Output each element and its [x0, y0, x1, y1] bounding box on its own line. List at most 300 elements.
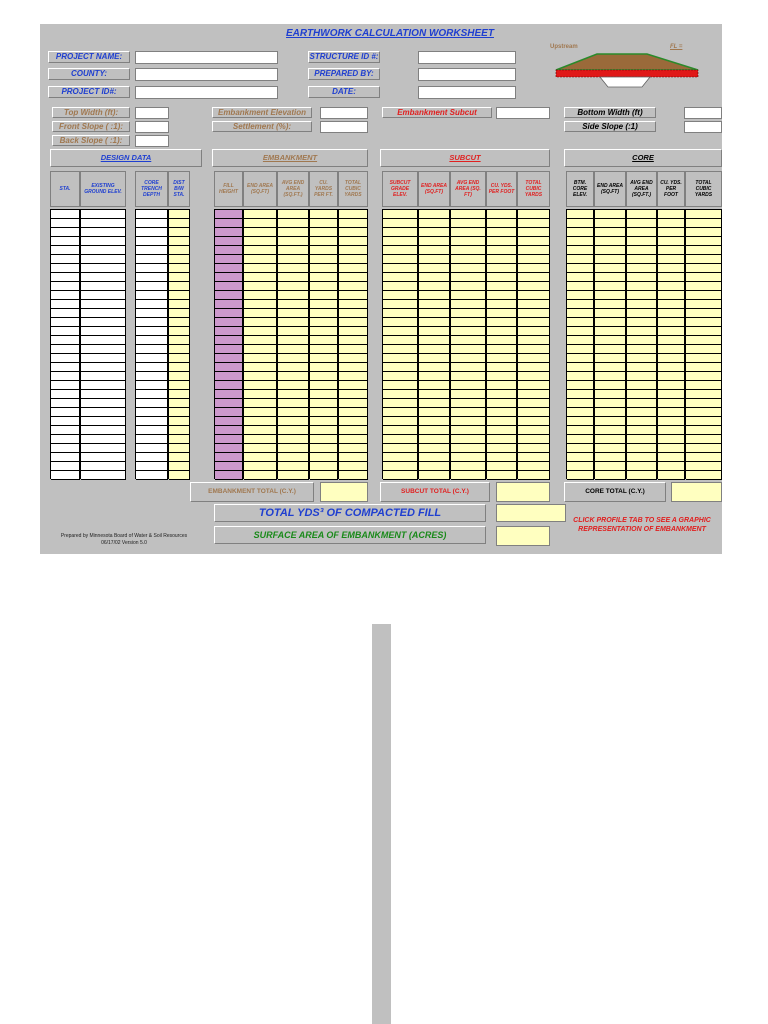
grid-cell[interactable] — [51, 327, 80, 336]
grid-cell[interactable] — [136, 300, 168, 309]
grid-cell[interactable] — [51, 228, 80, 237]
grid-cell[interactable] — [136, 354, 168, 363]
grid-cell[interactable] — [51, 255, 80, 264]
grid-cell[interactable] — [595, 408, 626, 417]
grid-cell[interactable] — [686, 264, 722, 273]
grid-cell[interactable] — [310, 417, 338, 426]
grid-cell[interactable] — [169, 255, 190, 264]
grid-cell[interactable] — [244, 408, 277, 417]
grid-cell[interactable] — [136, 399, 168, 408]
grid-cell[interactable] — [310, 453, 338, 462]
grid-cell[interactable] — [518, 336, 550, 345]
grid-cell[interactable] — [310, 300, 338, 309]
grid-cell[interactable] — [215, 228, 243, 237]
grid-cell[interactable] — [686, 291, 722, 300]
grid-cell[interactable] — [419, 363, 450, 372]
grid-cell[interactable] — [567, 435, 594, 444]
grid-cell[interactable] — [518, 354, 550, 363]
grid-cell[interactable] — [81, 354, 126, 363]
grid-cell[interactable] — [627, 381, 657, 390]
grid-cell[interactable] — [518, 255, 550, 264]
grid-cell[interactable] — [310, 327, 338, 336]
grid-cell[interactable] — [686, 381, 722, 390]
grid-cell[interactable] — [595, 282, 626, 291]
grid-cell[interactable] — [487, 336, 517, 345]
grid-cell[interactable] — [487, 210, 517, 219]
grid-cell[interactable] — [244, 336, 277, 345]
grid-cell[interactable] — [383, 453, 418, 462]
grid-cell[interactable] — [339, 372, 368, 381]
grid-cell[interactable] — [81, 246, 126, 255]
grid-cell[interactable] — [136, 255, 168, 264]
grid-cell[interactable] — [215, 210, 243, 219]
grid-cell[interactable] — [81, 255, 126, 264]
grid-cell[interactable] — [419, 390, 450, 399]
grid-cell[interactable] — [686, 246, 722, 255]
grid-cell[interactable] — [567, 462, 594, 471]
grid-cell[interactable] — [595, 354, 626, 363]
grid-cell[interactable] — [595, 372, 626, 381]
grid-cell[interactable] — [278, 228, 309, 237]
grid-cell[interactable] — [339, 255, 368, 264]
grid-cell[interactable] — [451, 444, 486, 453]
grid-cell[interactable] — [419, 291, 450, 300]
settlement-field[interactable] — [320, 121, 368, 133]
grid-cell[interactable] — [518, 318, 550, 327]
grid-cell[interactable] — [339, 363, 368, 372]
grid-cell[interactable] — [627, 417, 657, 426]
grid-cell[interactable] — [419, 399, 450, 408]
grid-cell[interactable] — [215, 282, 243, 291]
grid-cell[interactable] — [567, 381, 594, 390]
grid-cell[interactable] — [136, 219, 168, 228]
grid-cell[interactable] — [310, 408, 338, 417]
grid-cell[interactable] — [169, 462, 190, 471]
grid-cell[interactable] — [451, 354, 486, 363]
grid-cell[interactable] — [658, 219, 685, 228]
grid-cell[interactable] — [419, 318, 450, 327]
grid-cell[interactable] — [136, 390, 168, 399]
grid-cell[interactable] — [658, 282, 685, 291]
grid-cell[interactable] — [169, 246, 190, 255]
grid-cell[interactable] — [169, 345, 190, 354]
grid-cell[interactable] — [686, 417, 722, 426]
grid-cell[interactable] — [518, 345, 550, 354]
grid-cell[interactable] — [567, 336, 594, 345]
grid-cell[interactable] — [51, 435, 80, 444]
grid-cell[interactable] — [278, 282, 309, 291]
grid-cell[interactable] — [518, 372, 550, 381]
grid-cell[interactable] — [451, 462, 486, 471]
grid-cell[interactable] — [215, 399, 243, 408]
grid-cell[interactable] — [383, 417, 418, 426]
grid-cell[interactable] — [419, 246, 450, 255]
project-name-field[interactable] — [135, 51, 278, 64]
grid-cell[interactable] — [451, 381, 486, 390]
grid-cell[interactable] — [627, 435, 657, 444]
grid-cell[interactable] — [686, 327, 722, 336]
grid-cell[interactable] — [487, 363, 517, 372]
grid-cell[interactable] — [595, 246, 626, 255]
grid-cell[interactable] — [567, 408, 594, 417]
grid-cell[interactable] — [383, 318, 418, 327]
grid-cell[interactable] — [81, 435, 126, 444]
grid-cell[interactable] — [278, 210, 309, 219]
grid-cell[interactable] — [81, 381, 126, 390]
grid-cell[interactable] — [518, 453, 550, 462]
grid-cell[interactable] — [169, 408, 190, 417]
grid-cell[interactable] — [686, 237, 722, 246]
grid-cell[interactable] — [383, 210, 418, 219]
grid-cell[interactable] — [658, 381, 685, 390]
grid-cell[interactable] — [244, 426, 277, 435]
grid-cell[interactable] — [595, 462, 626, 471]
grid-cell[interactable] — [487, 462, 517, 471]
grid-cell[interactable] — [686, 462, 722, 471]
grid-cell[interactable] — [81, 237, 126, 246]
grid-cell[interactable] — [518, 291, 550, 300]
grid-cell[interactable] — [383, 300, 418, 309]
grid-cell[interactable] — [215, 417, 243, 426]
grid-cell[interactable] — [278, 255, 309, 264]
grid-cell[interactable] — [215, 336, 243, 345]
grid-cell[interactable] — [278, 363, 309, 372]
grid-cell[interactable] — [81, 471, 126, 480]
grid-cell[interactable] — [658, 471, 685, 480]
grid-cell[interactable] — [658, 453, 685, 462]
grid-cell[interactable] — [51, 291, 80, 300]
grid-cell[interactable] — [339, 291, 368, 300]
grid-cell[interactable] — [595, 426, 626, 435]
grid-cell[interactable] — [136, 372, 168, 381]
grid-cell[interactable] — [215, 273, 243, 282]
grid-cell[interactable] — [595, 471, 626, 480]
grid-cell[interactable] — [51, 237, 80, 246]
compacted-fill-field[interactable] — [496, 504, 566, 522]
grid-cell[interactable] — [451, 453, 486, 462]
grid-cell[interactable] — [310, 345, 338, 354]
grid-cell[interactable] — [686, 354, 722, 363]
grid-cell[interactable] — [595, 399, 626, 408]
grid-cell[interactable] — [518, 300, 550, 309]
grid-cell[interactable] — [686, 399, 722, 408]
grid-cell[interactable] — [136, 291, 168, 300]
grid-cell[interactable] — [686, 453, 722, 462]
grid-cell[interactable] — [310, 219, 338, 228]
grid-cell[interactable] — [339, 354, 368, 363]
grid-cell[interactable] — [451, 327, 486, 336]
grid-cell[interactable] — [169, 318, 190, 327]
grid-cell[interactable] — [419, 345, 450, 354]
grid-cell[interactable] — [595, 237, 626, 246]
top-width-field[interactable] — [135, 107, 169, 119]
grid-cell[interactable] — [51, 345, 80, 354]
grid-cell[interactable] — [51, 318, 80, 327]
grid-cell[interactable] — [567, 453, 594, 462]
grid-cell[interactable] — [627, 264, 657, 273]
grid-cell[interactable] — [567, 390, 594, 399]
grid-cell[interactable] — [487, 390, 517, 399]
grid-cell[interactable] — [310, 390, 338, 399]
grid-cell[interactable] — [658, 435, 685, 444]
grid-cell[interactable] — [339, 444, 368, 453]
grid-cell[interactable] — [81, 462, 126, 471]
grid-cell[interactable] — [215, 435, 243, 444]
grid-cell[interactable] — [136, 426, 168, 435]
grid-cell[interactable] — [627, 453, 657, 462]
grid-cell[interactable] — [419, 219, 450, 228]
grid-cell[interactable] — [686, 372, 722, 381]
grid-cell[interactable] — [451, 228, 486, 237]
grid-cell[interactable] — [169, 282, 190, 291]
grid-cell[interactable] — [567, 471, 594, 480]
grid-cell[interactable] — [339, 345, 368, 354]
grid-cell[interactable] — [81, 282, 126, 291]
grid-cell[interactable] — [487, 354, 517, 363]
grid-cell[interactable] — [567, 426, 594, 435]
grid-cell[interactable] — [451, 255, 486, 264]
grid-cell[interactable] — [81, 273, 126, 282]
grid-cell[interactable] — [310, 273, 338, 282]
grid-cell[interactable] — [567, 417, 594, 426]
grid-cell[interactable] — [518, 417, 550, 426]
grid-cell[interactable] — [627, 354, 657, 363]
front-slope-field[interactable] — [135, 121, 169, 133]
grid-cell[interactable] — [339, 471, 368, 480]
grid-cell[interactable] — [419, 309, 450, 318]
grid-cell[interactable] — [169, 444, 190, 453]
grid-cell[interactable] — [518, 246, 550, 255]
grid-cell[interactable] — [215, 264, 243, 273]
grid-cell[interactable] — [215, 426, 243, 435]
grid-cell[interactable] — [136, 453, 168, 462]
grid-cell[interactable] — [215, 390, 243, 399]
grid-cell[interactable] — [686, 345, 722, 354]
grid-cell[interactable] — [215, 444, 243, 453]
grid-cell[interactable] — [51, 300, 80, 309]
grid-cell[interactable] — [244, 219, 277, 228]
grid-cell[interactable] — [451, 282, 486, 291]
grid-cell[interactable] — [658, 309, 685, 318]
grid-cell[interactable] — [595, 327, 626, 336]
grid-cell[interactable] — [419, 300, 450, 309]
grid-cell[interactable] — [518, 219, 550, 228]
grid-cell[interactable] — [383, 219, 418, 228]
grid-cell[interactable] — [383, 237, 418, 246]
grid-cell[interactable] — [686, 444, 722, 453]
grid-cell[interactable] — [627, 444, 657, 453]
grid-cell[interactable] — [451, 363, 486, 372]
grid-cell[interactable] — [278, 399, 309, 408]
grid-cell[interactable] — [419, 426, 450, 435]
grid-cell[interactable] — [215, 300, 243, 309]
grid-cell[interactable] — [244, 435, 277, 444]
grid-cell[interactable] — [487, 282, 517, 291]
grid-cell[interactable] — [686, 363, 722, 372]
grid-cell[interactable] — [383, 462, 418, 471]
grid-cell[interactable] — [595, 453, 626, 462]
grid-cell[interactable] — [244, 390, 277, 399]
grid-cell[interactable] — [419, 417, 450, 426]
grid-cell[interactable] — [244, 345, 277, 354]
grid-cell[interactable] — [518, 390, 550, 399]
grid-cell[interactable] — [136, 228, 168, 237]
grid-cell[interactable] — [627, 210, 657, 219]
grid-cell[interactable] — [51, 264, 80, 273]
grid-cell[interactable] — [383, 354, 418, 363]
grid-cell[interactable] — [419, 336, 450, 345]
back-slope-field[interactable] — [135, 135, 169, 147]
grid-cell[interactable] — [686, 228, 722, 237]
grid-cell[interactable] — [339, 219, 368, 228]
grid-cell[interactable] — [278, 462, 309, 471]
grid-cell[interactable] — [487, 417, 517, 426]
grid-cell[interactable] — [627, 408, 657, 417]
grid-cell[interactable] — [215, 363, 243, 372]
grid-cell[interactable] — [169, 453, 190, 462]
grid-cell[interactable] — [518, 264, 550, 273]
grid-cell[interactable] — [567, 210, 594, 219]
grid-cell[interactable] — [451, 300, 486, 309]
grid-cell[interactable] — [169, 327, 190, 336]
grid-cell[interactable] — [658, 336, 685, 345]
grid-cell[interactable] — [310, 426, 338, 435]
grid-cell[interactable] — [567, 300, 594, 309]
grid-cell[interactable] — [310, 264, 338, 273]
grid-cell[interactable] — [278, 246, 309, 255]
grid-cell[interactable] — [567, 282, 594, 291]
grid-cell[interactable] — [310, 363, 338, 372]
grid-cell[interactable] — [383, 309, 418, 318]
grid-cell[interactable] — [136, 273, 168, 282]
grid-cell[interactable] — [81, 444, 126, 453]
grid-cell[interactable] — [567, 237, 594, 246]
grid-cell[interactable] — [278, 417, 309, 426]
grid-cell[interactable] — [595, 228, 626, 237]
grid-cell[interactable] — [244, 264, 277, 273]
county-field[interactable] — [135, 68, 278, 81]
grid-cell[interactable] — [310, 282, 338, 291]
grid-cell[interactable] — [169, 336, 190, 345]
grid-cell[interactable] — [627, 327, 657, 336]
grid-cell[interactable] — [81, 309, 126, 318]
grid-cell[interactable] — [487, 237, 517, 246]
grid-cell[interactable] — [244, 417, 277, 426]
grid-cell[interactable] — [244, 237, 277, 246]
grid-cell[interactable] — [658, 273, 685, 282]
grid-cell[interactable] — [278, 426, 309, 435]
grid-cell[interactable] — [136, 417, 168, 426]
grid-cell[interactable] — [51, 309, 80, 318]
grid-cell[interactable] — [595, 381, 626, 390]
grid-cell[interactable] — [310, 318, 338, 327]
grid-cell[interactable] — [136, 435, 168, 444]
grid-cell[interactable] — [567, 318, 594, 327]
grid-cell[interactable] — [136, 408, 168, 417]
grid-cell[interactable] — [383, 399, 418, 408]
grid-cell[interactable] — [487, 444, 517, 453]
grid-cell[interactable] — [567, 255, 594, 264]
grid-cell[interactable] — [169, 426, 190, 435]
grid-cell[interactable] — [81, 453, 126, 462]
grid-cell[interactable] — [686, 435, 722, 444]
grid-cell[interactable] — [567, 363, 594, 372]
grid-cell[interactable] — [383, 282, 418, 291]
grid-cell[interactable] — [136, 246, 168, 255]
embankment-total-field[interactable] — [320, 482, 368, 502]
embankment-elevation-field[interactable] — [320, 107, 368, 119]
grid-cell[interactable] — [658, 372, 685, 381]
grid-cell[interactable] — [383, 363, 418, 372]
grid-cell[interactable] — [518, 471, 550, 480]
grid-cell[interactable] — [81, 210, 126, 219]
grid-cell[interactable] — [310, 381, 338, 390]
grid-cell[interactable] — [244, 210, 277, 219]
grid-cell[interactable] — [339, 399, 368, 408]
grid-cell[interactable] — [686, 426, 722, 435]
grid-cell[interactable] — [81, 327, 126, 336]
grid-cell[interactable] — [627, 345, 657, 354]
grid-cell[interactable] — [518, 309, 550, 318]
grid-cell[interactable] — [627, 318, 657, 327]
grid-cell[interactable] — [658, 318, 685, 327]
grid-cell[interactable] — [215, 291, 243, 300]
grid-cell[interactable] — [595, 345, 626, 354]
grid-cell[interactable] — [278, 390, 309, 399]
grid-cell[interactable] — [518, 399, 550, 408]
grid-cell[interactable] — [244, 273, 277, 282]
grid-cell[interactable] — [81, 336, 126, 345]
grid-cell[interactable] — [518, 444, 550, 453]
grid-cell[interactable] — [658, 264, 685, 273]
grid-cell[interactable] — [81, 417, 126, 426]
grid-cell[interactable] — [51, 219, 80, 228]
grid-cell[interactable] — [278, 309, 309, 318]
grid-cell[interactable] — [339, 309, 368, 318]
grid-cell[interactable] — [383, 246, 418, 255]
grid-cell[interactable] — [215, 237, 243, 246]
grid-cell[interactable] — [136, 363, 168, 372]
grid-cell[interactable] — [244, 462, 277, 471]
grid-cell[interactable] — [383, 336, 418, 345]
grid-cell[interactable] — [81, 219, 126, 228]
grid-cell[interactable] — [627, 246, 657, 255]
grid-cell[interactable] — [278, 345, 309, 354]
grid-cell[interactable] — [244, 282, 277, 291]
grid-cell[interactable] — [215, 327, 243, 336]
surface-area-field[interactable] — [496, 526, 550, 546]
grid-cell[interactable] — [244, 228, 277, 237]
grid-cell[interactable] — [278, 291, 309, 300]
grid-cell[interactable] — [244, 354, 277, 363]
grid-cell[interactable] — [658, 408, 685, 417]
grid-cell[interactable] — [81, 363, 126, 372]
grid-cell[interactable] — [658, 390, 685, 399]
grid-cell[interactable] — [136, 327, 168, 336]
grid-cell[interactable] — [518, 435, 550, 444]
grid-cell[interactable] — [451, 471, 486, 480]
grid-cell[interactable] — [339, 210, 368, 219]
grid-cell[interactable] — [383, 381, 418, 390]
grid-cell[interactable] — [136, 444, 168, 453]
grid-cell[interactable] — [487, 246, 517, 255]
grid-cell[interactable] — [451, 417, 486, 426]
grid-cell[interactable] — [310, 246, 338, 255]
grid-cell[interactable] — [567, 264, 594, 273]
grid-cell[interactable] — [518, 282, 550, 291]
grid-cell[interactable] — [244, 453, 277, 462]
grid-cell[interactable] — [487, 318, 517, 327]
